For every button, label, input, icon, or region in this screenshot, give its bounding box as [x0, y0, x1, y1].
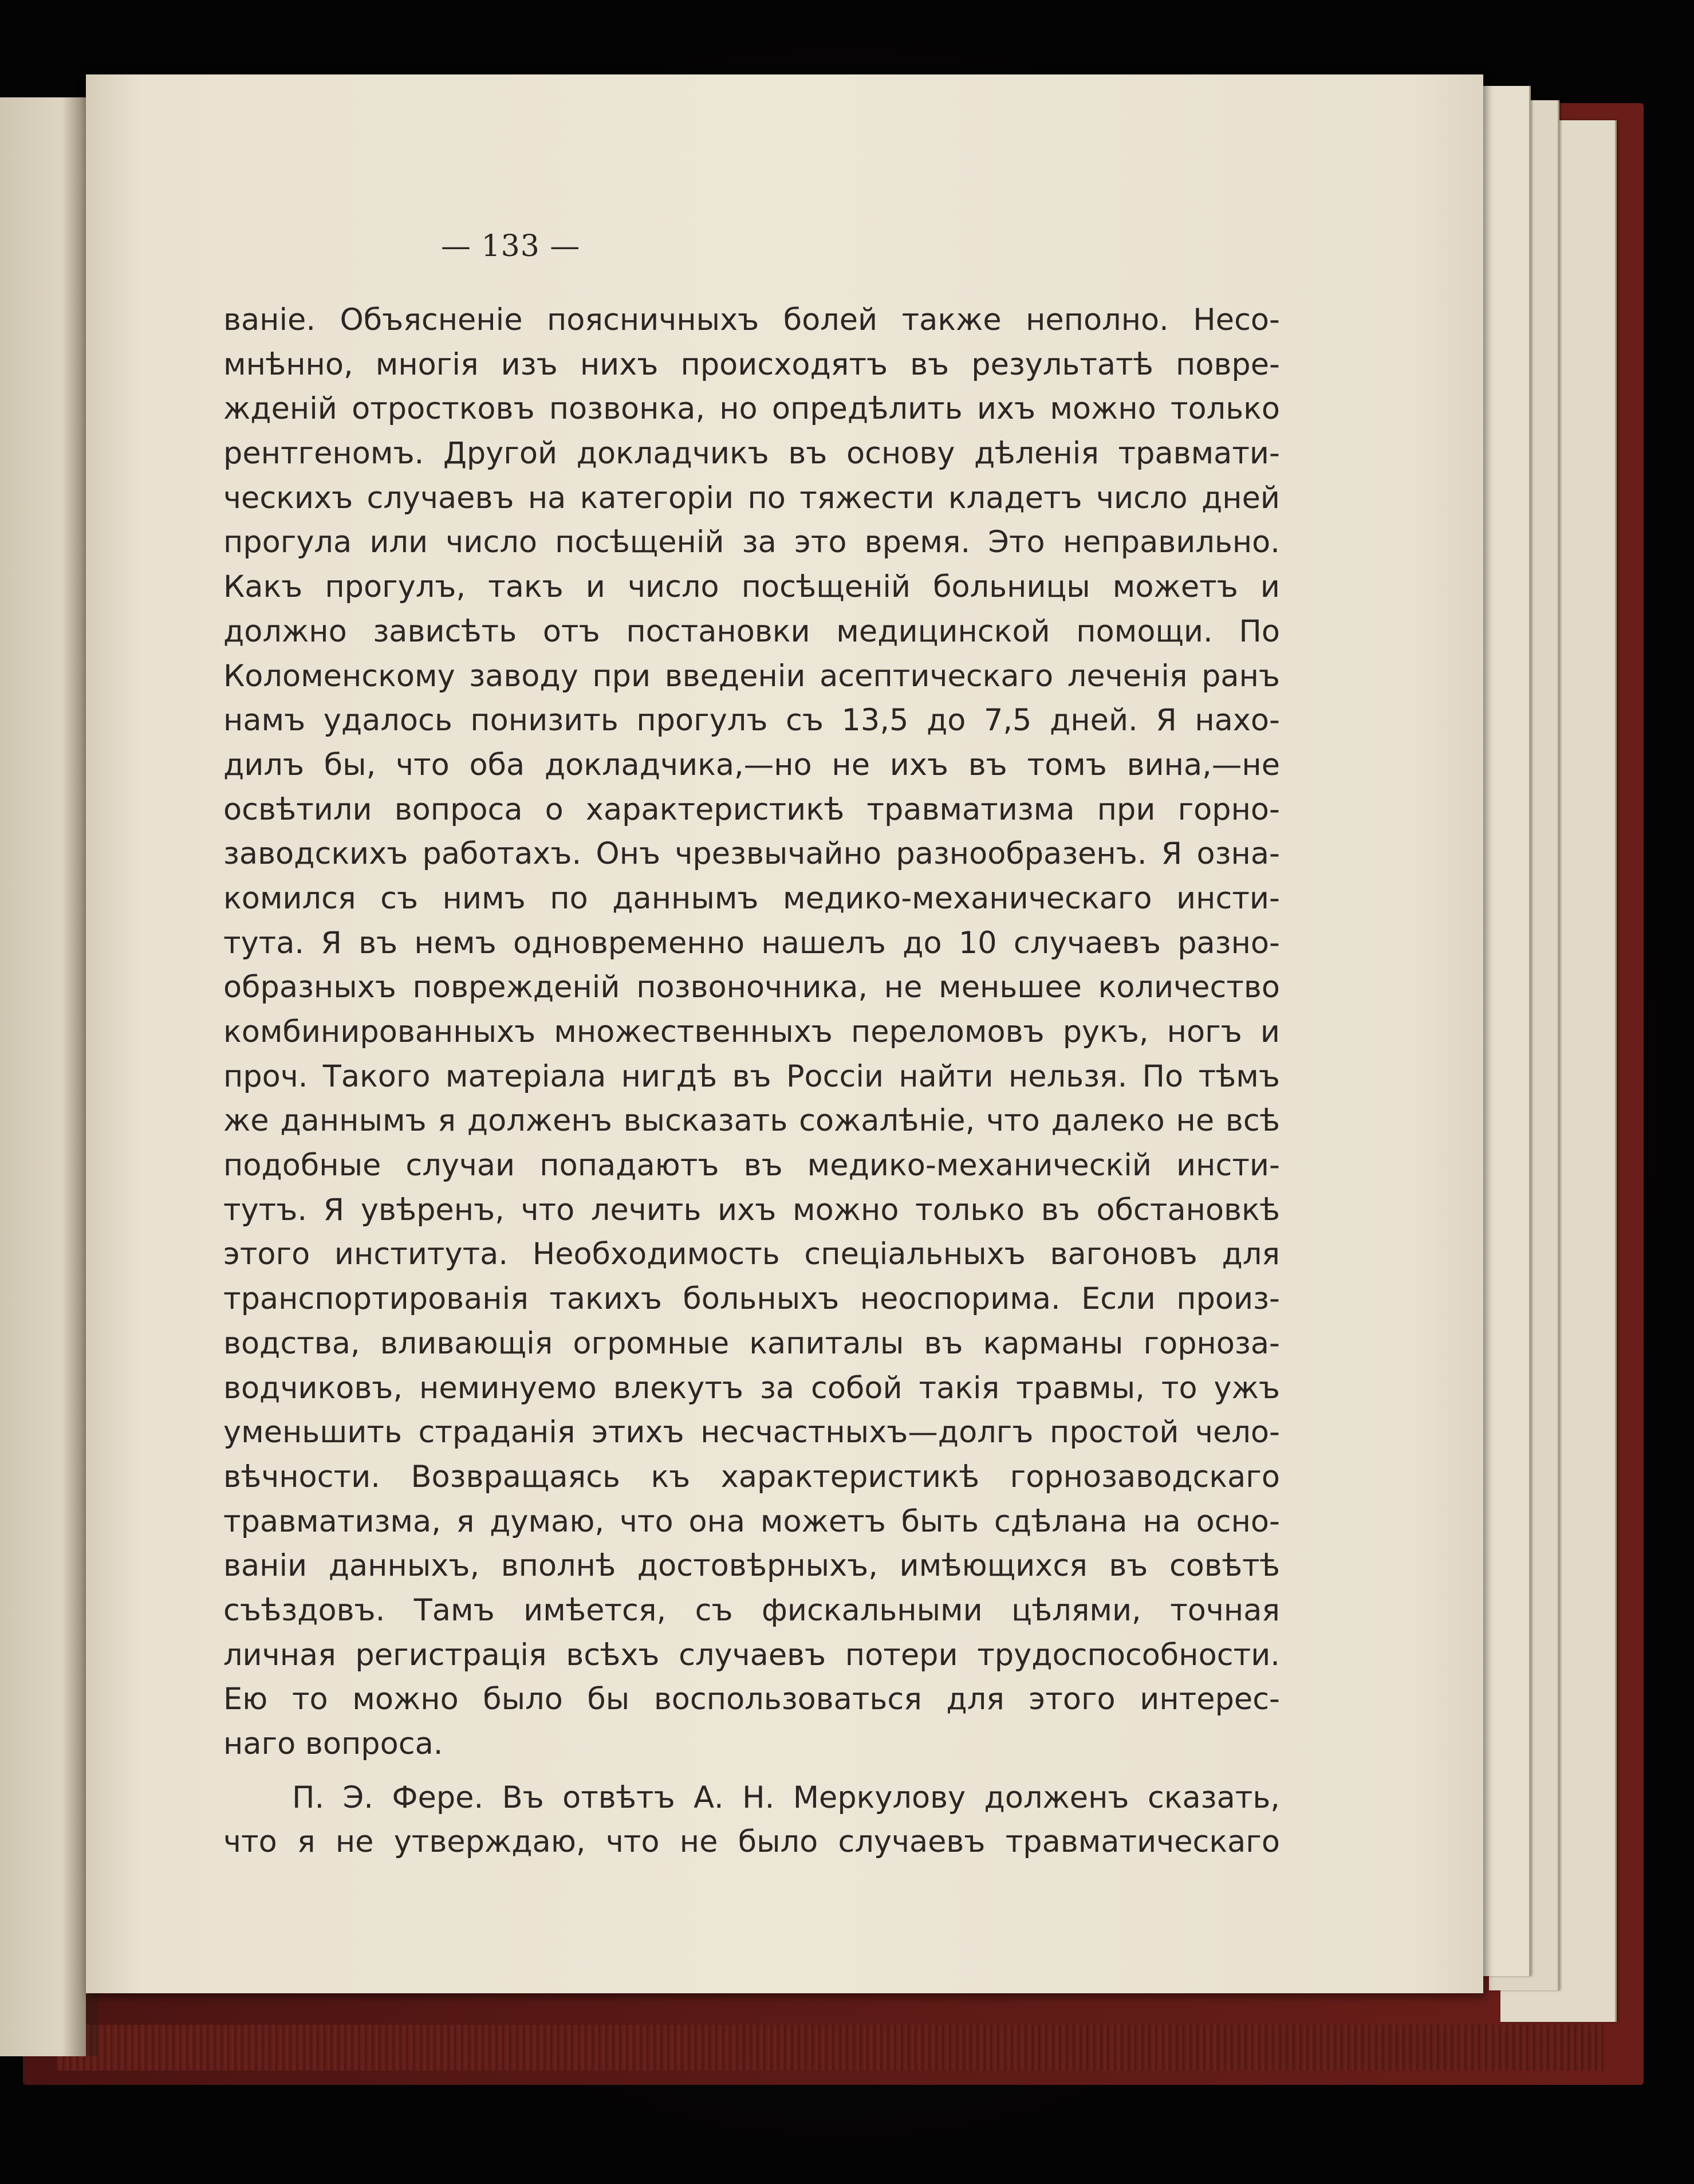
text-line: дилъ бы, что оба докладчика,—но не ихъ въ томъ вина,—не [223, 747, 1280, 782]
text-line: тутъ. Я увѣренъ, что лечить ихъ можно только въ обстановкѣ [223, 1192, 1280, 1227]
right-page [86, 74, 1483, 1993]
book-cover-bottom-edge [57, 2025, 1604, 2071]
text-line: этого института. Необходимость спеціальныхъ вагоновъ для [223, 1237, 1280, 1272]
text-line: намъ удалось понизить прогулъ съ 13,5 до 7,5 дней. Я нахо- [223, 703, 1280, 738]
text-line: Ею то можно было бы воспользоваться для этого интерес- [223, 1682, 1280, 1717]
text-line: проч. Такого матеріала нигдѣ въ Россіи найти нельзя. По тѣмъ [223, 1058, 1280, 1094]
page-body-text [223, 298, 1280, 1864]
text-line: комился съ нимъ по даннымъ медико-механическаго инсти- [223, 880, 1280, 916]
text-line: ческихъ случаевъ на категоріи по тяжести кладетъ число дней [223, 480, 1280, 515]
text-line: уменьшить страданія этихъ несчастныхъ—долгъ простой чело- [223, 1415, 1280, 1450]
text-line: образныхъ поврежденій позвоночника, не меньшее количество [223, 970, 1280, 1005]
text-line: мнѣнно, многія изъ нихъ происходятъ въ результатѣ повре- [223, 347, 1280, 382]
page-number: — 133 — [441, 229, 581, 263]
text-line: съѣздовъ. Тамъ имѣется, съ фискальными цѣлями, точная [223, 1592, 1280, 1628]
text-line: личная регистрація всѣхъ случаевъ потери трудоспособности. [223, 1637, 1280, 1673]
text-line: Коломенскому заводу при введеніи асептическаго леченія ранъ [223, 658, 1280, 694]
text-line: что я не утверждаю, что не было случаевъ травматическаго [223, 1824, 1280, 1860]
text-line: подобные случаи попадаютъ въ медико-механическій инсти- [223, 1148, 1280, 1183]
page-edge [1478, 86, 1531, 1976]
text-line: же даннымъ я долженъ высказать сожалѣніе, что далеко не всѣ [223, 1103, 1280, 1139]
text-line: водчиковъ, неминуемо влекутъ за собой такія травмы, то ужъ [223, 1370, 1280, 1406]
text-line: заводскихъ работахъ. Онъ чрезвычайно разнообразенъ. Я озна- [223, 836, 1280, 872]
text-line: Какъ прогулъ, такъ и число посѣщеній больницы можетъ и [223, 569, 1280, 605]
text-line: рентгеномъ. Другой докладчикъ въ основу дѣленія травмати- [223, 436, 1280, 471]
text-line: водства, вливающія огромные капиталы въ карманы горноза- [223, 1325, 1280, 1361]
text-line: П. Э. Фере. Въ отвѣтъ А. Н. Меркулову долженъ сказать, [292, 1780, 1280, 1815]
text-line: ваніи данныхъ, вполнѣ достовѣрныхъ, имѣющихся въ совѣтѣ [223, 1548, 1280, 1584]
text-line: ваніе. Объясненіе поясничныхъ болей также неполно. Несо- [223, 302, 1280, 337]
text-line: освѣтили вопроса о характеристикѣ травматизма при горно- [223, 792, 1280, 827]
text-line: тута. Я въ немъ одновременно нашелъ до 10 случаевъ разно- [223, 925, 1280, 961]
text-line: травматизма, я думаю, что она можетъ быть сдѣлана на осно- [223, 1504, 1280, 1539]
text-line: жденій отростковъ позвонка, но опредѣлить ихъ можно только [223, 391, 1280, 427]
text-line: наго вопроса. [223, 1726, 443, 1761]
text-line: прогула или число посѣщеній за это время. Это неправильно. [223, 525, 1280, 560]
text-line: должно зависѣть отъ постановки медицинской помощи. По [223, 613, 1280, 649]
text-line: транспортированія такихъ больныхъ неоспорима. Если произ- [223, 1281, 1280, 1317]
text-line: комбинированныхъ множественныхъ переломовъ рукъ, ногъ и [223, 1014, 1280, 1049]
text-line: вѣчности. Возвращаясь къ характеристикѣ горнозаводскаго [223, 1459, 1280, 1494]
